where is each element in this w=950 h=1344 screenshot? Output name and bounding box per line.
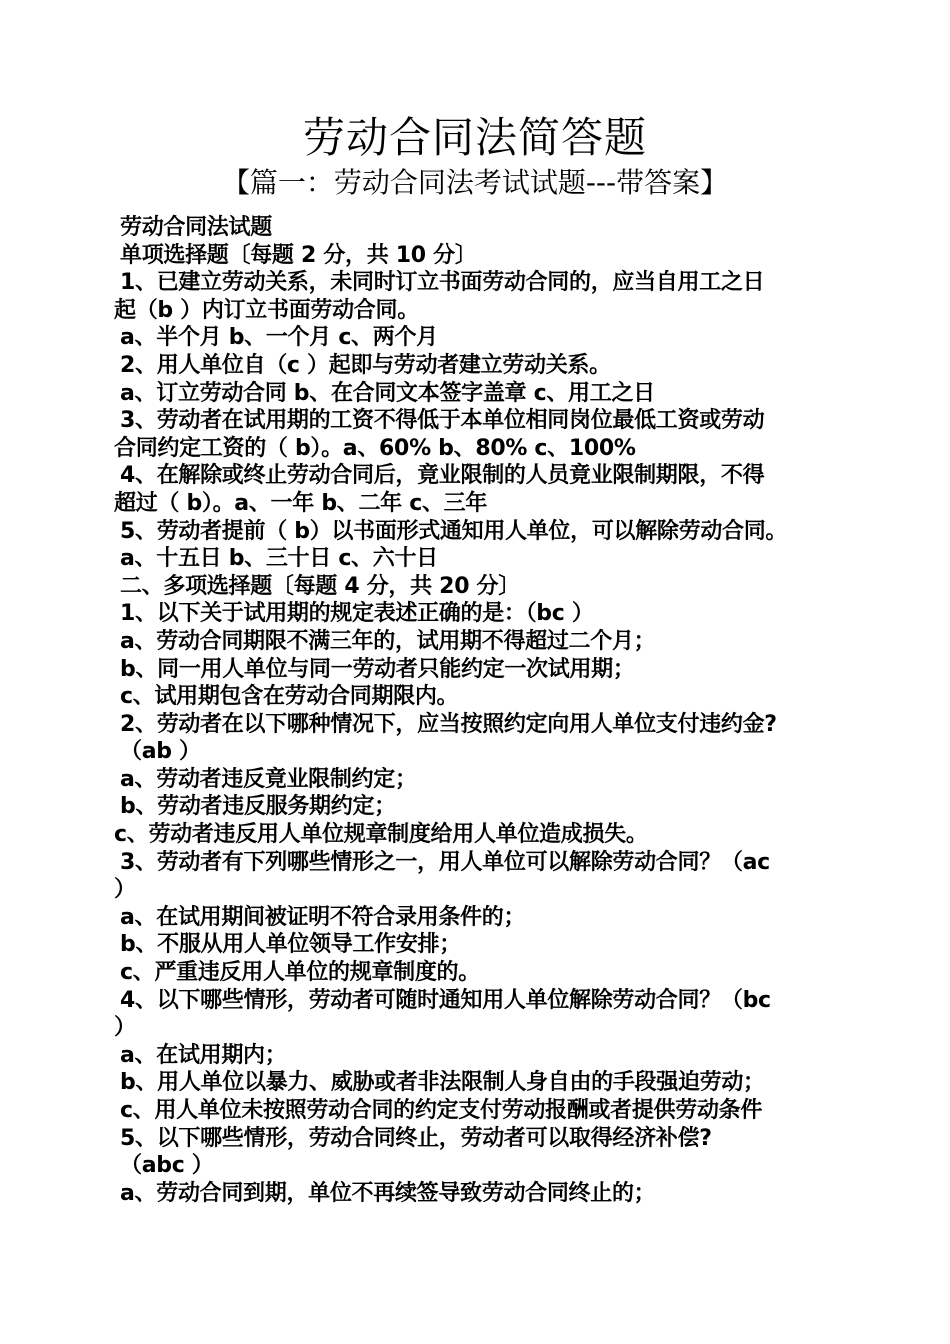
body-line: 4、在解除或终止劳动合同后，竟业限制的人员竟业限制期限，不得	[120, 463, 765, 489]
body-line: a、在试用期内；	[120, 1042, 287, 1068]
body-line: 5、以下哪些情形，劳动合同终止，劳动者可以取得经济补偿?	[120, 1125, 712, 1151]
document-body	[114, 214, 854, 1207]
body-line: c、劳动者违反用人单位规章制度给用人单位造成损失。	[114, 822, 648, 848]
body-line: a、十五日 b、三十日 c、六十日	[120, 546, 438, 572]
body-line: 超过（ b）。a、一年 b、二年 c、三年	[114, 490, 488, 516]
body-line: 3、劳动者有下列哪些情形之一，用人单位可以解除劳动合同？（ac	[120, 849, 770, 875]
body-line: 1、已建立劳动关系，未同时订立书面劳动合同的，应当自用工之日	[120, 270, 765, 296]
body-line: 劳动合同法试题	[120, 215, 272, 240]
body-line: a、订立劳动合同 b、在合同文本签字盖章 c、用工之日	[120, 380, 655, 406]
body-line: a、半个月 b、一个月 c、两个月	[120, 325, 438, 351]
body-line: b、不服从用人单位领导工作安排；	[120, 932, 461, 958]
body-line: 起（b ）内订立书面劳动合同。	[114, 297, 419, 323]
body-line: 4、以下哪些情形，劳动者可随时通知用人单位解除劳动合同？（bc	[120, 987, 771, 1013]
body-line: a、在试用期间被证明不符合录用条件的；	[120, 904, 526, 930]
body-line: b、劳动者违反服务期约定；	[120, 794, 396, 820]
body-line: 5、劳动者提前（ b）以书面形式通知用人单位，可以解除劳动合同。	[120, 518, 788, 544]
body-line: c、试用期包含在劳动合同期限内。	[120, 684, 459, 710]
body-line: 1、以下关于试用期的规定表述正确的是：（bc ）	[120, 601, 594, 627]
body-line: 3、劳动者在试用期的工资不得低于本单位相同岗位最低工资或劳动	[120, 408, 765, 434]
body-line: ）	[114, 877, 136, 903]
document-title: 劳动合同法简答题	[302, 113, 647, 162]
body-line: （ab ）	[120, 739, 201, 765]
body-line: 二、多项选择题〔每题 4 分，共 20 分〕	[120, 573, 520, 599]
body-line: （abc ）	[120, 1153, 214, 1179]
body-line: 2、劳动者在以下哪种情况下，应当按照约定向用人单位支付违约金?	[120, 711, 777, 737]
body-line: 合同约定工资的（ b）。a、60% b、80% c、100%	[114, 435, 636, 461]
body-line: b、同一用人单位与同一劳动者只能约定一次试用期；	[120, 656, 635, 682]
body-line: c、用人单位未按照劳动合同的约定支付劳动报酬或者提供劳动条件	[120, 1098, 763, 1123]
body-line: b、用人单位以暴力、威胁或者非法限制人身自由的手段强迫劳动；	[120, 1070, 765, 1096]
body-line: c、严重违反用人单位的规章制度的。	[120, 960, 480, 986]
body-line: a、劳动合同到期，单位不再续签导致劳动合同终止的；	[120, 1180, 656, 1206]
body-line: 2、用人单位自（c ）起即与劳动者建立劳动关系。	[120, 352, 611, 378]
body-line: ）	[114, 1015, 136, 1041]
body-line: a、劳动合同期限不满三年的，试用期不得超过二个月；	[120, 628, 656, 654]
body-line: a、劳动者违反竟业限制约定；	[120, 766, 417, 792]
document-subtitle: 【篇一：劳动合同法考试试题---带答案】	[221, 166, 729, 199]
body-line: 单项选择题〔每题 2 分，共 10 分〕	[120, 242, 477, 268]
